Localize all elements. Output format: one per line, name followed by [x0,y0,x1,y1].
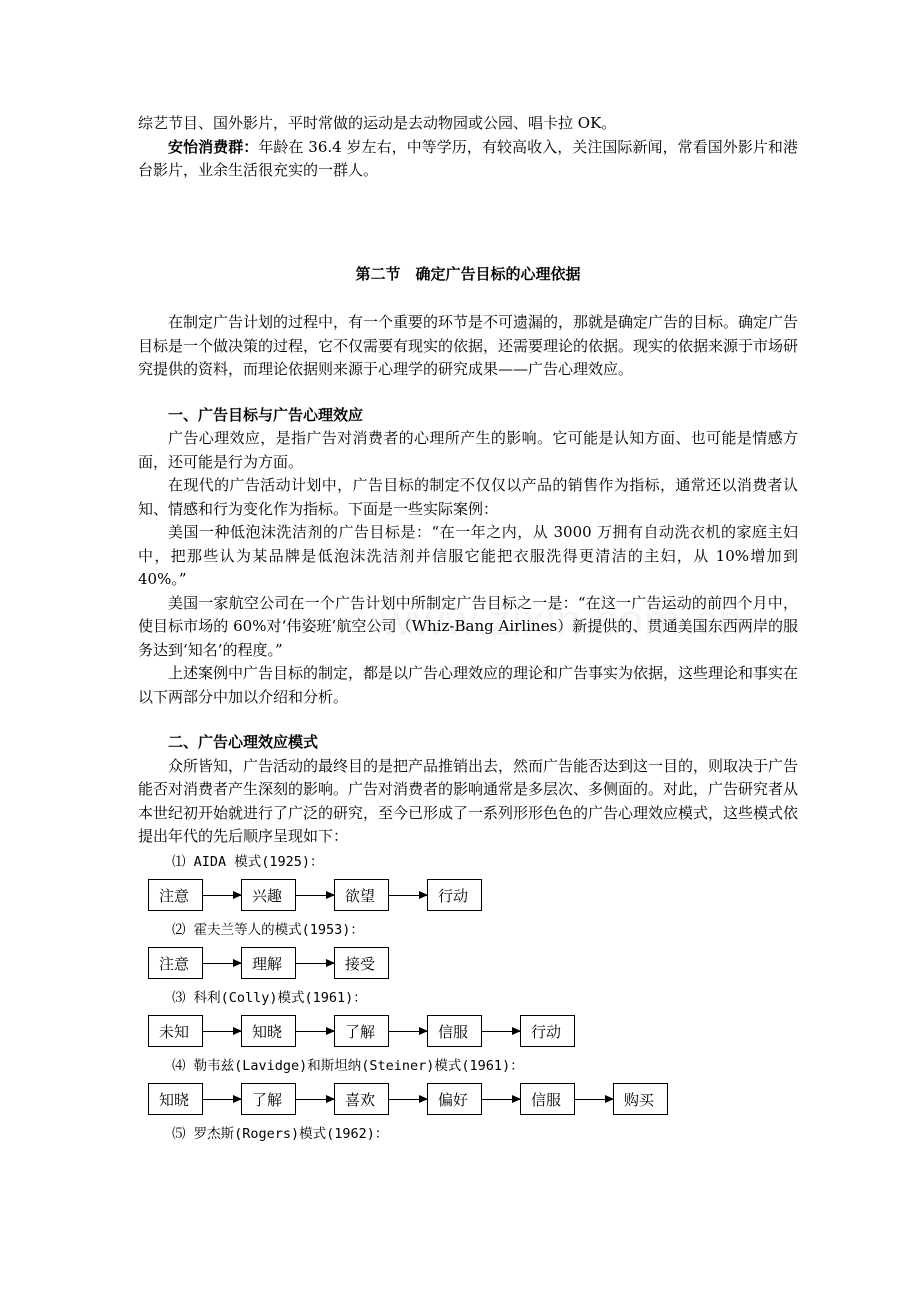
model-label: ⑸ 罗杰斯(Rogers)模式(1962)： [172,1125,389,1142]
flow-step-box: 行动 [520,1015,575,1047]
section-title: 第二节 确定广告目标的心理依据 [355,264,581,283]
consumer-group-label: 安怡消费群： [168,137,259,156]
model-flowchart [138,947,798,981]
flow-arrow-icon [296,963,334,964]
flow-arrow-icon [389,895,427,896]
flow-step-box: 信服 [427,1015,482,1047]
intro-line: 综艺节目、国外影片，平时常做的运动是去动物园或公园、唱卡拉 OK。 [138,114,617,132]
flow-step-box: 了解 [334,1015,389,1047]
flow-arrow-icon [296,1031,334,1032]
flow-arrow-icon [575,1099,613,1100]
flow-arrow-icon [389,1031,427,1032]
flow-step-box: 注意 [148,879,203,911]
part1-paragraph-4: 美国一家航空公司在一个广告计划中所制定广告目标之一是：“在这一广告运动的前四个月中，使目标市场的 60%对‘伟姿班’航空公司（Whiz-Bang Airlines）新提供的、贯通美国东西两岸的服务达到‘知名’的程度。” [138,593,798,659]
part1-paragraph-1: 广告心理效应，是指广告对消费者的心理所产生的影响。它可能是认知方面、也可能是情感方面，还可能是行为方面。 [138,429,798,471]
part2-heading: 二、广告心理效应模式 [168,733,319,751]
flow-step-box: 偏好 [427,1083,482,1115]
part2-paragraph: 众所皆知，广告活动的最终目的是把产品推销出去，然而广告能否达到这一目的，则取决于广告能否对消费者产生深刻的影响。广告对消费者的影响通常是多层次、多侧面的。对此，广告研究者从本世纪初开始就进行了广泛的研究，至今已形成了一系列形形色色的广告心理效应模式，这些模式依提出年代的先后顺序呈现如下： [138,756,799,845]
flow-arrow-icon [296,1099,334,1100]
model-label: ⑶ 科利(Colly)模式(1961)： [172,989,367,1006]
flow-arrow-icon [482,1031,520,1032]
flow-step-box: 知晓 [241,1015,296,1047]
flow-step-box: 兴趣 [241,879,296,911]
part1-paragraph-3: 美国一种低泡沫洗洁剂的广告目标是：“在一年之内，从 3000 万拥有自动洗衣机的家庭主妇中，把那些认为某品牌是低泡沫洗洁剂并信服它能把衣服洗得更清洁的主妇，从 10%增加到 40%。” [138,523,798,588]
flow-arrow-icon [482,1099,520,1100]
model-label: ⑴ AIDA 模式(1925)： [172,853,324,870]
flow-step-box: 了解 [241,1083,296,1115]
model-label: ⑷ 勒韦兹(Lavidge)和斯坦纳(Steiner)模式(1961)： [172,1057,524,1074]
flow-arrow-icon [203,963,241,964]
flow-step-box: 购买 [613,1083,668,1115]
consumer-group-paragraph [138,136,798,183]
part1-heading: 一、广告目标与广告心理效应 [168,405,364,424]
flow-arrow-icon [203,1031,241,1032]
flow-step-box: 喜欢 [334,1083,389,1115]
consumer-group-text: 年龄在 36.4 岁左右，中等学历，有较高收入，关注国际新闻，常看国外影片和港台影片，业余生活很充实的一群人。 [138,137,798,179]
flow-arrow-icon [296,895,334,896]
flow-step-box: 理解 [241,947,296,979]
model-flowchart [138,1083,798,1117]
model-label: ⑵ 霍夫兰等人的模式(1953)： [172,921,364,938]
flow-step-box: 接受 [334,947,389,979]
flow-step-box: 未知 [148,1015,203,1047]
flow-step-box: 欲望 [334,879,389,911]
flow-step-box: 行动 [427,879,482,911]
flow-arrow-icon [203,895,241,896]
flow-step-box: 注意 [148,947,203,979]
document-page [138,0,798,1145]
model-flowchart [138,1015,798,1049]
section-paragraph: 在制定广告计划的过程中，有一个重要的环节是不可遗漏的，那就是确定广告的目标。确定广告目标是一个做决策的过程，它不仅需要有现实的依据，还需要理论的依据。现实的依据来源于市场研究提供的资料，而理论依据则来源于心理学的研究成果——广告心理效应。 [138,313,799,378]
model-list [138,851,798,1145]
flow-step-box: 信服 [520,1083,575,1115]
part1-paragraph-2: 在现代的广告活动计划中，广告目标的制定不仅仅以产品的销售作为指标，通常还以消费者认知、情感和行为变化作为指标。下面是一些实际案例： [138,476,798,518]
flow-arrow-icon [389,1099,427,1100]
part1-paragraph-5: 上述案例中广告目标的制定，都是以广告心理效应的理论和广告事实为依据，这些理论和事实在以下两部分中加以介绍和分析。 [138,664,799,706]
flow-step-box: 知晓 [148,1083,203,1115]
model-flowchart [138,879,798,913]
flow-arrow-icon [203,1099,241,1100]
